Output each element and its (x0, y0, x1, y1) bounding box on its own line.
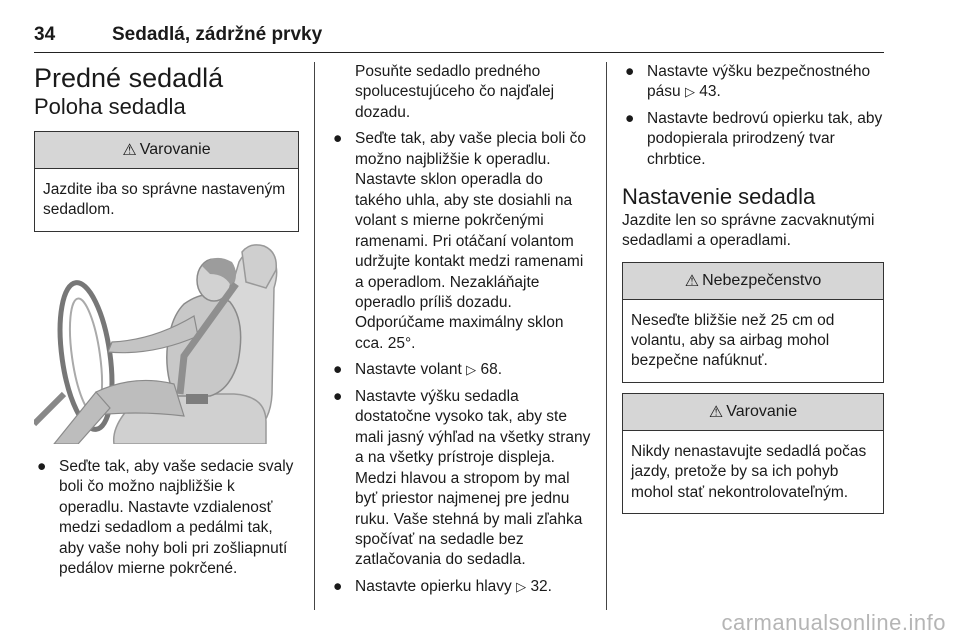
bullet-text: Nastavte výšku sedadla dostatočne vysoko tak, aby ste mali jasný výhľad na všetky strany a na všetky prístroje displeja. Medzi hlavou a stropom by mal byť priestor najmenej pre jednu ruku. Vaše stehná by mali zľahka spočívať na sedadle bez zatlačovania do sedadla. (355, 387, 591, 569)
column-1 (34, 62, 299, 585)
page-number: 34 (34, 24, 56, 45)
continuation-text: Posuňte sedadlo predného spolucestujúceho čo najďalej dozadu. (355, 63, 555, 121)
danger-box (622, 262, 884, 383)
bullet-icon: ● (625, 109, 635, 127)
bullet-text: Nastavte opierku hlavy (355, 577, 512, 595)
watermark: carmanualsonline.info (721, 610, 946, 635)
bullet-icon: ● (625, 63, 635, 80)
bullet-text: Nastavte bedrovú opierku tak, aby podopierala prirodzený tvar chrbtice. (647, 109, 883, 168)
warning-box-header (35, 132, 298, 169)
warning-box (622, 393, 884, 514)
bullet-text: Seďte tak, aby vaše plecia boli čo možno najbližšie k operadlu. Nastavte sklon operadla do takého uhla, aby ste dosiahli na volant s mierne pokrčenými ramenami. Pri otáčaní volantom udržujte kontakt medzi ramenami a operadlom. Nezakláňajte operadlo príliš dozadu. Odporúčame maximálny sklon cca. 25°. (355, 130, 586, 352)
section-title: Nastavenie sedadla (622, 184, 816, 210)
bullet-list-col3 (622, 62, 884, 170)
bullet-list-col2 (330, 129, 592, 597)
bullet-icon: ● (37, 457, 47, 475)
page-ref-link[interactable]: 43. (699, 83, 721, 101)
driver-seat-illustration (34, 244, 299, 444)
page-ref-arrow-icon: ▷ (684, 84, 695, 100)
bullet-icon: ● (333, 130, 343, 148)
chapter-title: Sedadlá, zádržné prvky (112, 24, 323, 45)
column-divider (606, 62, 607, 610)
warning-icon: ⚠ (708, 403, 724, 421)
bullet-icon: ● (333, 577, 343, 595)
bullet-text: Seďte tak, aby vaše sedacie svaly boli čo možno najbližšie k operadlu. Nastavte vzdialenosť medzi sedadlom a pedálmi tak, aby vaše nohy boli pri zošliapnutí pedálov mierne pokrčené. (59, 457, 294, 577)
page-ref-link[interactable]: 32. (530, 577, 552, 595)
bullet-list-col1 (34, 457, 299, 580)
warning-icon: ⚠ (122, 141, 137, 159)
warning-box-title: Varovanie (139, 140, 211, 158)
list-item (330, 577, 592, 597)
bullet-text: Nastavte výšku bezpečnostného pásu (647, 63, 871, 101)
bullet-text: Nastavte volant (355, 361, 462, 379)
warning-box-text: Nikdy nenastavujte sedadlá počas jazdy, pretože by sa ich pohyb mohol stať nekontrolovateľným. (631, 442, 867, 501)
warning-box-title: Varovanie (726, 402, 798, 420)
page-ref-arrow-icon: ▷ (466, 362, 477, 378)
intro-text: Jazdite len so správne zacvaknutými sedadlami a operadlami. (622, 211, 875, 250)
list-item (330, 387, 592, 571)
bullet-icon: ● (333, 387, 343, 405)
bullet-icon: ● (333, 361, 343, 379)
column-3 (622, 62, 884, 514)
list-item (622, 62, 884, 103)
danger-box-text: Neseďte bližšie než 25 cm od volantu, aby sa airbag mohol bezpečne nafúknuť. (631, 311, 835, 370)
subsection-title: Poloha sedadla (34, 94, 186, 120)
list-item (330, 129, 592, 354)
warning-box-text: Jazdite iba so správne nastaveným sedadlom. (43, 180, 286, 219)
list-item (34, 457, 299, 580)
warning-box-header (623, 394, 883, 431)
list-item (330, 360, 592, 380)
warning-box (34, 131, 299, 232)
warning-icon: ⚠ (684, 272, 700, 290)
page-ref-link[interactable]: 68. (480, 361, 503, 379)
column-2 (330, 62, 592, 603)
danger-box-title: Nebezpečenstvo (702, 271, 822, 289)
page-header (34, 22, 884, 53)
list-item (622, 109, 884, 170)
section-title: Predné sedadlá (34, 63, 224, 93)
column-divider (314, 62, 315, 610)
page-ref-arrow-icon: ▷ (516, 578, 527, 594)
danger-box-header (623, 263, 883, 300)
